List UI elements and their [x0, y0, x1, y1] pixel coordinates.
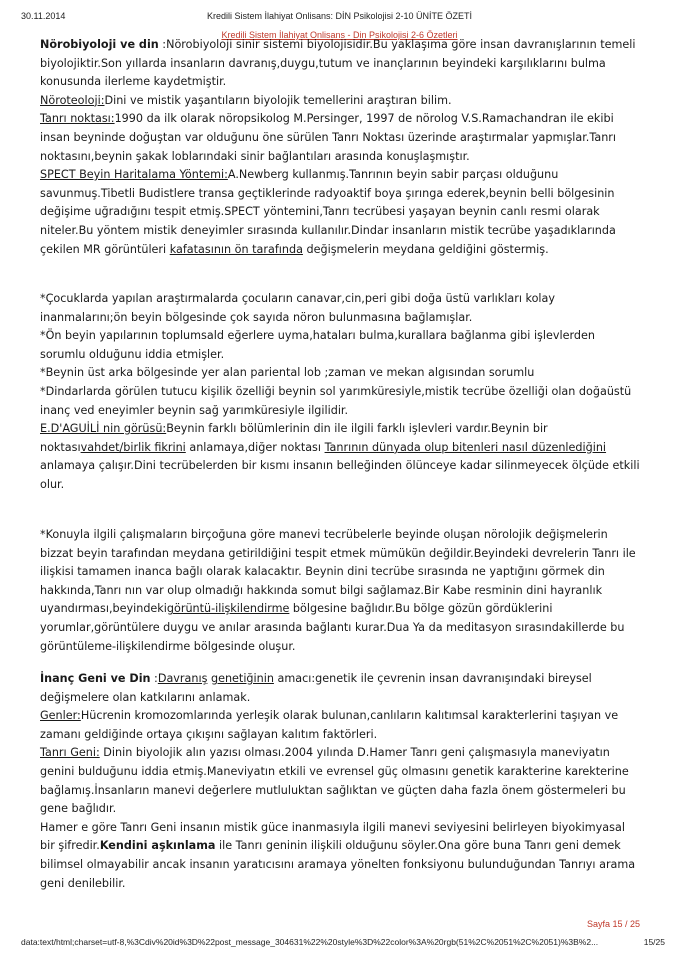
section-neurobiology — [40, 36, 640, 259]
underlined-unity: vahdet/birlik fikrini — [80, 440, 186, 454]
footer-page-count: 15/25 — [643, 937, 665, 947]
text-god-spot: 1990 da ilk olarak nöropsikolog M.Persinger, 1997 de nörolog V.S.Ramachandran ile ekibi insan beyninde doğuştan var olduğunu öne sürülen Tanrı Noktası üzerinde araştırmalar yapmışlar.Tanrı noktasını,beynin şakak loblarındaki sinir bağlantıları arasında konuşlaşmıştır. — [40, 112, 616, 163]
paragraph-forebrain: *Ön beyin yapılarının toplumsald eğerlere uyma,hataları bulma,kurallara bağlanma gibi işlevlerden sorumlu olduğunu iddia etmişler. — [40, 329, 595, 361]
paragraph-neurotheology — [40, 92, 640, 111]
document-title-link[interactable]: Kredili Sistem İlahiyat Onlisans - Din Psikolojisi 2-6 Özetleri — [221, 30, 458, 40]
text-colon: : — [150, 672, 158, 685]
heading-faith-gene: İnanç Geni ve Din — [40, 672, 151, 685]
paragraph-spect — [40, 166, 640, 259]
term-genes: Genler: — [40, 709, 81, 723]
section-god-gene — [40, 670, 640, 893]
text-daquili-b: anlamaya,diğer noktası — [185, 440, 325, 454]
text-god-gene: Dinin biyolojik alın yazısı olması.2004 yılında D.Hamer Tanrı geni çalışmasıyla maneviyatın genini bulduğunu iddia etmiş.Maneviyatın etkili ve evrensel güç olmasını genetik karakterine karekterine bağlamış.İnsanların manevi değerlere mutluluktan sağlıktan ve güçten daha fazla önem göstermeleri bu gene bağlıdır. — [40, 746, 629, 816]
underlined-image-association: görüntü-ilişkilendirme — [166, 602, 290, 616]
term-daquili: E.D'AGUİLİ nin görüsü: — [40, 422, 167, 436]
paragraph-god-spot — [40, 110, 640, 166]
term-god-spot: Tanrı noktası: — [40, 112, 115, 126]
paragraph-children: *Çocuklarda yapılan araştırmalarda çocuların canavar,cin,peri gibi doğa üstü varlıkları kolay inanmalarını;ön beyin bölgesinde çok sayıda nöron bulunmasına bağlamışlar. — [40, 292, 556, 324]
underlined-god-world: Tanrının dünyada olup bitenleri nasıl düzenlediğini — [324, 440, 607, 454]
term-neurotheology: Nöroteoloji: — [40, 93, 105, 107]
underlined-behavior: Davranış — [157, 672, 208, 685]
page-number-label: Sayfa 15 / 25 — [586, 919, 640, 929]
bold-self-transcendence: Kendini aşkınlama — [99, 839, 216, 853]
text-studies-b: bölgesine bağlıdır.Bu bölge gözün gördüklerini yorumlar,görüntülere duygu ve anılar arasında bağlantı kurar.Dua Ya da meditasyon sırasındakillerde bu görüntüleme-ilişkilendirme bölgesinde oluşur. — [40, 602, 625, 653]
header-date: 30.11.2014 — [21, 11, 66, 21]
paragraph-genes — [40, 707, 640, 744]
paragraph-daquili — [40, 420, 640, 494]
text-neurotheology: Dini ve mistik yaşantıların biyolojik temellerini araştıran bilim. — [104, 93, 452, 107]
text-hamer-a: Hamer e göre Tanrı Geni insanın mistik güce inanmasıyla ilgili manevi seviyesini belirleyen biyokimyasal bir şifredir. — [40, 820, 625, 853]
section-brain-regions — [40, 290, 640, 495]
paragraph-hemispheres: *Dindarlarda görülen tutucu kişilik özelliği beynin sol yarımküresiyle,mistik tecrübe özelliği olan doğaüstü inanç ved eneyimler beynin sağ yarımküresiyle ilgilidir. — [40, 384, 632, 417]
paragraph-hamer — [40, 819, 640, 893]
section-studies — [40, 526, 640, 656]
paragraph-parietal: *Beynin üst arka bölgesinde yer alan pariental lob ;zaman ve mekan algısından sorumlu — [40, 366, 535, 380]
text-spect: A.Newberg kullanmış.Tanrının beyin sabir parçası olduğunu savunmuş.Tibetli Budistlere transa geçtiklerinde radyoaktif boya şırınga ederek,beynin belli bölgesinin değişime uğradığını tespit etmiş.SPECT yöntemini,Tanrı tecrübesi yaşayan beynin canlı resmi olarak niteler.Bu yöntem mistik deneyimler sırasında kullanılır.Dindar insanların mistik tecrübe yaşadıklarında çekilen MR görüntüleri — [40, 168, 616, 256]
paragraph-faith-gene — [40, 670, 640, 707]
text-daquili-a: Beynin farklı bölümlerinin din ile ilgili farklı işlevleri vardır.Beynin bir noktası — [40, 422, 548, 454]
text-neurobiology: :Nörobiyoloji sinir sistemi biyolojisidir.Bu yaklaşıma göre insan davranışlarının temeli biyolojiktir.Son yıllarda insanların davranış,duygu,tutum ve inançlarının beyindeki karşılıklarını bulma konusunda ilerleme kaydetmiştir. — [40, 38, 636, 89]
text-daquili-c: anlamaya çalışır.Dini tecrübelerden bir kısmı insanın belleğinden ölünceye kadar silinmeyecek ölçüde etkili olur. — [40, 459, 640, 491]
term-god-gene: Tanrı Geni: — [40, 746, 100, 760]
paragraph-studies — [40, 526, 640, 656]
paragraph-god-gene — [40, 744, 640, 818]
paragraph-neurobiology — [40, 36, 640, 92]
text-studies-a: *Konuyla ilgili çalışmaların birçoğuna göre manevi tecrübelerle beyinde oluşan nörolojik değişmelerin bizzat beyin tarafından meydana getirildiğini tespit etmek mümükün değildir.Beyindeki devrelerin Tanrı ile ilişkisi tamamen inanca bağlı olarak kalacaktır. Beynin dini tecrübe sırasında ne yaptığını görmek din hakkında,Tanrı nın var olup olmadığı hakkında somut bilgi sağlamaz.Bir Kabe resminin dini hayranlık uyandırması,beyindeki — [40, 528, 636, 616]
text-hamer-c: ile Tanrı geninin ilişkili olduğunu söyler.Ona göre buna Tanrı geni demek bilimsel olmayabilir ancak insanın yaratıcısını aramaya yönelten fonksiyonu bulunduğundan Tanrıyı arama geni denilebilir. — [40, 839, 636, 890]
text-spect-tail: değişmelerin meydana geldiğini göstermiş. — [302, 242, 549, 256]
text-faith-gene: amacı:genetik ile çevrenin insan davranışındaki bireysel değişmelere olan katkılarını anlamak. — [40, 672, 592, 704]
underlined-skull-front: kafatasının ön tarafında — [169, 242, 303, 256]
text-genes: Hücrenin kromozomlarında yerleşik olarak bulunan,canlıların kalıtımsal karakterlerini taşıyan ve zamanı geldiğinde ortaya çıkışını sağlayan kalıtım faktörleri. — [40, 709, 619, 741]
heading-neurobiology: Nörobiyoloji ve din — [40, 38, 159, 51]
footer-url: data:text/html;charset=utf-8,%3Cdiv%20id%3D%22post_message_304631%22%20style%3D%22color%3A%20rgb(51%2C%2051%2C%2051)%3B%2... — [21, 937, 599, 947]
header-title: Kredili Sistem İlahiyat Onlisans: DİN Psikolojisi 2-10 ÜNİTE ÖZETİ — [206, 11, 473, 21]
underlined-genetics: genetiğinin — [210, 672, 274, 685]
term-spect: SPECT Beyin Haritalama Yöntemi: — [40, 168, 228, 182]
